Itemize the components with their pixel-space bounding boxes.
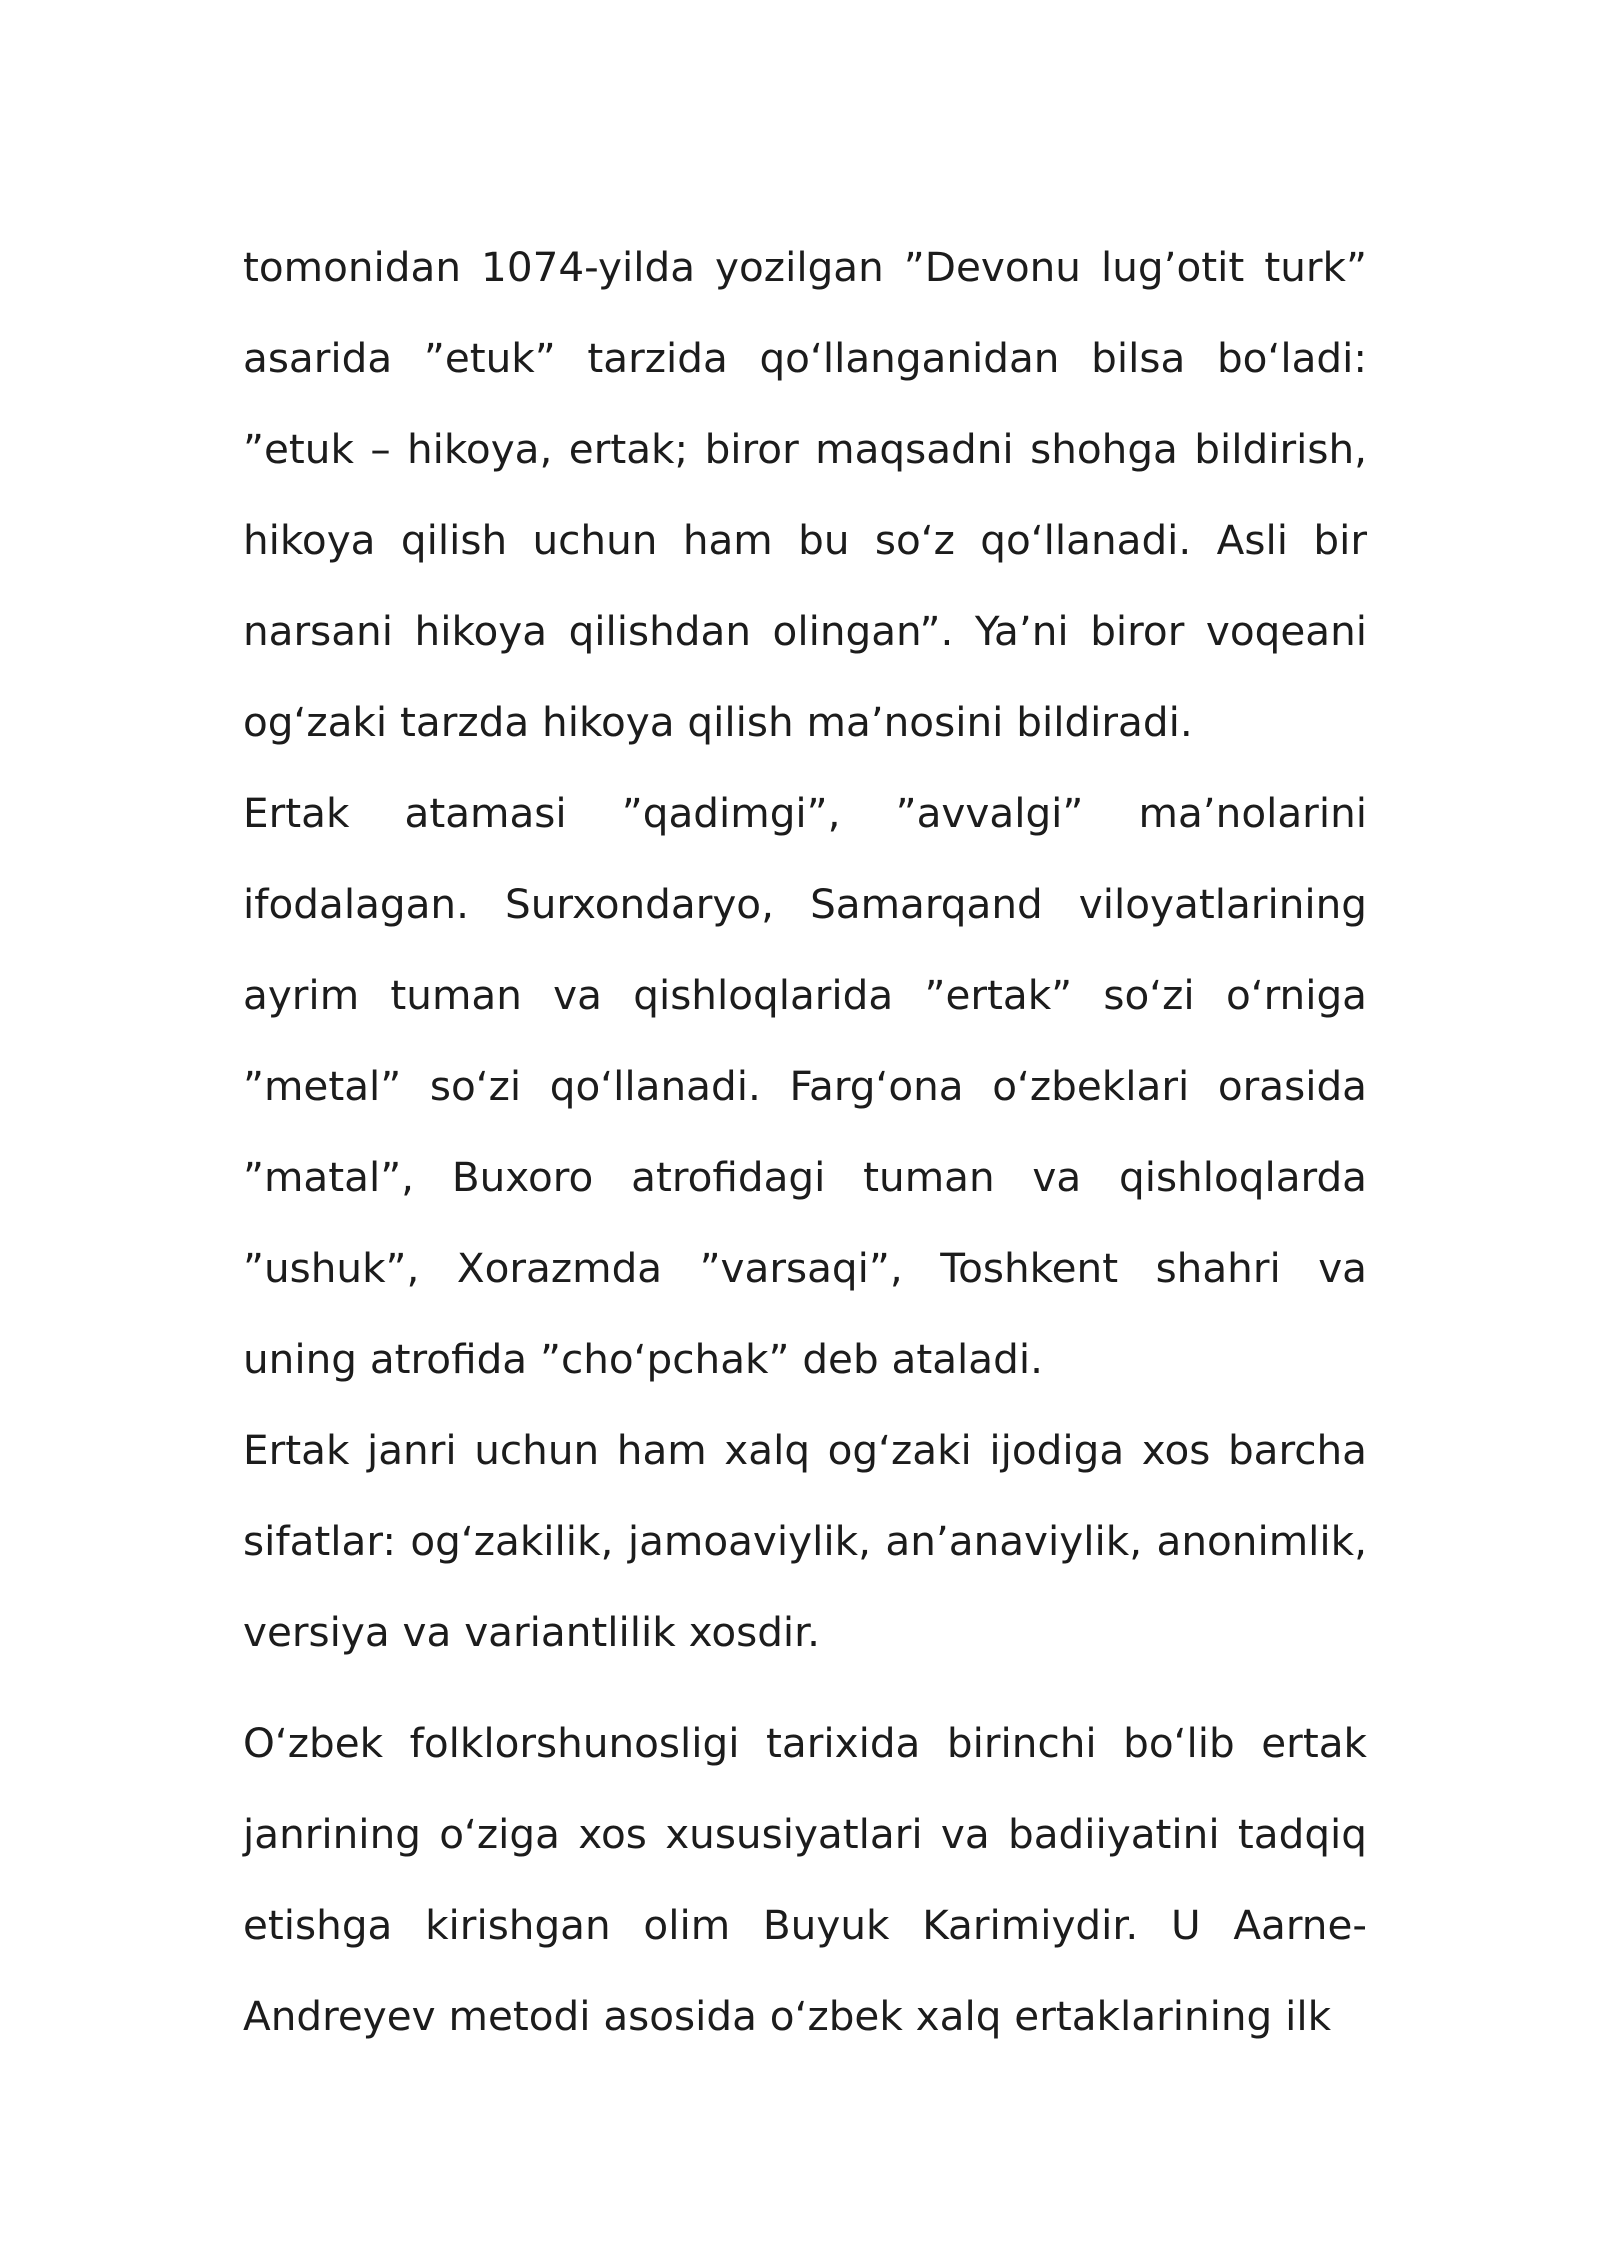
paragraph-2: Ertak atamasi ”qadimgi”, ”avvalgi” ma’nolarini ifodalagan. Surxondaryo, Samarqand viloyatlarining ayrim tuman va qishloqlarida ”ertak” so‘zi o‘rniga ”metal” so‘zi qo‘llanadi. Farg‘ona o‘zbeklari orasida ”matal”, Buxoro atrofidagi tuman va qishloqlarda ”ushuk”, Xorazmda ”varsaqi”, Toshkent shahri va uning atrofida ”cho‘pchak” deb ataladi. bbox=[243, 789, 1367, 1383]
body-text bbox=[243, 222, 1367, 2062]
paragraph-3: Ertak janri uchun ham xalq og‘zaki ijodiga xos barcha sifatlar: og‘zakilik, jamoaviylik, an’anaviylik, anonimlik, versiya va variantlilik xosdir. bbox=[243, 1426, 1367, 1656]
paragraph-1: tomonidan 1074-yilda yozilgan ”Devonu lug’otit turk” asarida ”etuk” tarzida qo‘llanganidan bilsa bo‘ladi: ”etuk – hikoya, ertak; biror maqsadni shohga bildirish, hikoya qilish uchun ham bu so‘z qo‘llanadi. Asli bir narsani hikoya qilishdan olingan”. Ya’ni biror voqeani og‘zaki tarzda hikoya qilish ma’nosini bildiradi. bbox=[243, 243, 1367, 746]
paragraph-4: O‘zbek folklorshunosligi tarixida birinchi bo‘lib ertak janrining o‘ziga xos xususiyatlari va badiiyatini tadqiq etishga kirishgan olim Buyuk Karimiydir. U Aarne-Andreyev metodi asosida o‘zbek xalq ertaklarining ilk bbox=[243, 1719, 1367, 2040]
